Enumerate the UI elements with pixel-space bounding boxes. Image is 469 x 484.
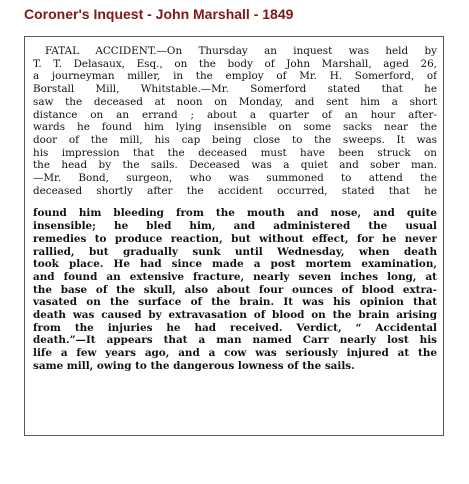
clipping-line: rallied, but gradually sunk until Wednesday, when death	[33, 245, 437, 258]
clipping-line: vasated on the surface of the brain. It was his opinion that	[33, 296, 437, 309]
clipping-line: saw the deceased at noon on Monday, and sent him a short	[33, 95, 437, 108]
clipping-line: same mill, owing to the dangerous lowness of the sails.	[33, 359, 355, 372]
clipping-line: FATAL ACCIDENT.—On Thursday an inquest was held by	[45, 45, 437, 57]
clipping-line: deceased shortly after the accident occurred, stated that he	[33, 184, 437, 197]
clipping-text	[33, 45, 437, 373]
clipping-upper-block	[33, 45, 437, 197]
clipping-line: death was caused by extravasation of blood on the brain arising	[33, 309, 437, 322]
clipping-line: —Mr. Bond, surgeon, who was summoned to attend the	[33, 172, 437, 185]
clipping-line: a journeyman miller, in the employ of Mr. H. Somerford, of	[33, 70, 437, 83]
clipping-line: took place. He had since made a post mortem examination,	[33, 258, 437, 271]
clipping-line: remedies to produce reaction, but without effect, for he never	[33, 232, 437, 245]
clipping-line: death.”—It appears that a man named Carr nearly lost his	[33, 334, 437, 347]
clipping-line: and found an extensive fracture, nearly seven inches long, at	[33, 270, 437, 283]
clipping-line: life a few years ago, and a cow was seriously injured at the	[33, 347, 437, 360]
clipping-lower-block	[33, 207, 437, 372]
clipping-line: T. T. Delasaux, Esq., on the body of John Marshall, aged 26,	[33, 57, 437, 70]
clipping-line: the head by the sails. Deceased was a quiet and sober man.	[33, 159, 437, 172]
clipping-line: his impression that the deceased must have been struck on	[33, 146, 437, 159]
clipping-line: the base of the skull, also about four ounces of blood extra-	[33, 283, 437, 296]
newspaper-clipping	[24, 36, 444, 436]
clipping-line: insensible; he bled him, and administered the usual	[33, 220, 437, 233]
clipping-gap	[33, 197, 437, 207]
clipping-line: found him bleeding from the mouth and nose, and quite	[33, 207, 437, 220]
clipping-line: distance on an errand ; about a quarter of an hour after-	[33, 108, 437, 121]
page-title: Coroner's Inquest - John Marshall - 1849	[24, 6, 294, 22]
clipping-line: door of the mill, his cap being close to the sweeps. It was	[33, 133, 437, 146]
clipping-line: Borstall Mill, Whitstable.—Mr. Somerford stated that he	[33, 83, 437, 96]
clipping-line: from the injuries he had received. Verdict, “ Accidental	[33, 321, 437, 334]
clipping-line: wards he found him lying insensible on some sacks near the	[33, 121, 437, 134]
